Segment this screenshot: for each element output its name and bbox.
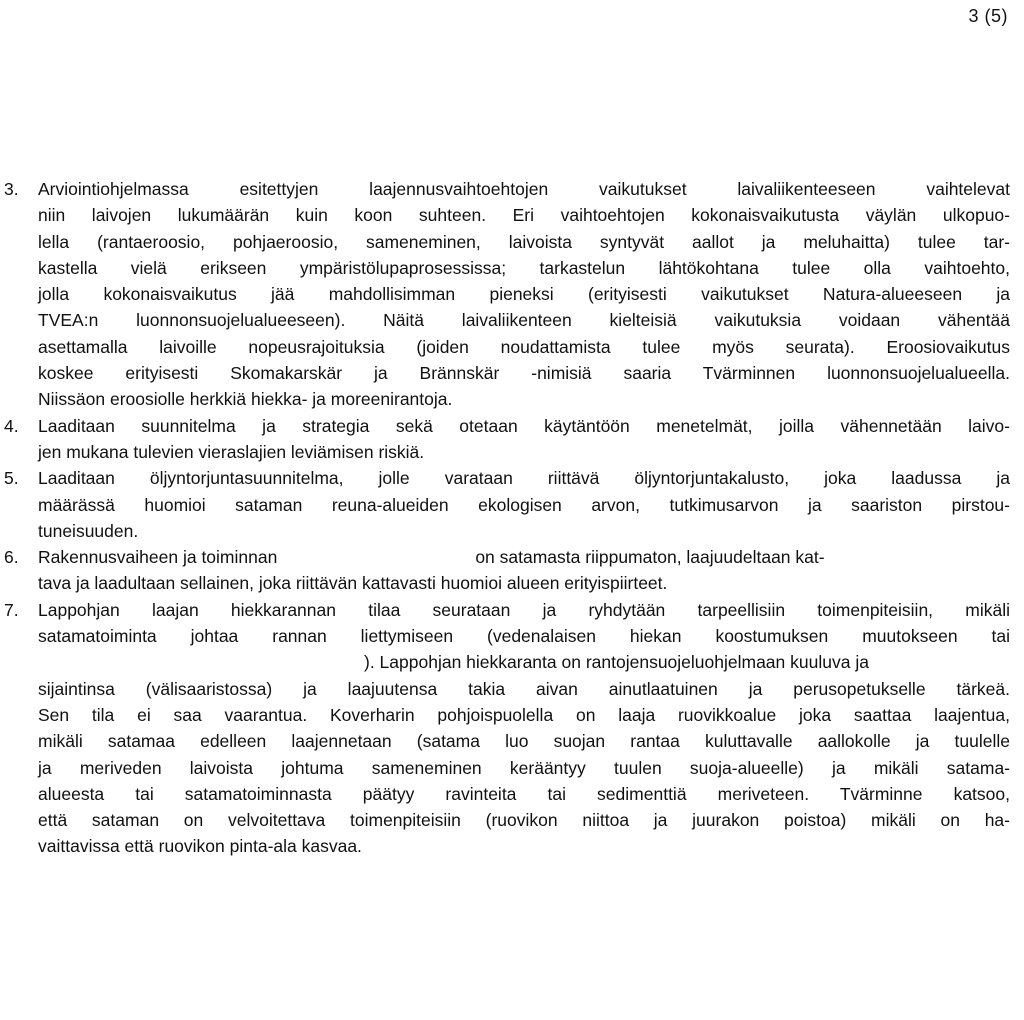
item-text [38,176,1010,413]
list-item [0,465,1024,544]
list-item [0,597,1024,860]
text-line: lella (rantaeroosio, pohjaeroosio, sameneminen, laivoista syntyvät aallot ja meluhaitta) tulee tar- [38,231,1010,252]
text-line: satamatoiminta johtaa rannan liettymiseen (vedenalaisen hiekan koostumuksen muutokseen tai [38,626,1010,647]
numbered-list [0,176,1024,860]
list-item [0,413,1024,466]
text-line: alueesta tai satamatoiminnasta päätyy ravinteita tai sedimenttiä meriveteen. Tvärminne katsoo, [38,783,1010,804]
text-line [38,544,1010,570]
text-line: asettamalla laivoille nopeusrajoituksia (joiden noudattamista tulee myös seurata). Eroosiovaikutus [38,336,1010,357]
text-line: Niissäon eroosiolle herkkiä hiekka- ja moreenirantoja. [38,389,453,410]
text-line: tuneisuuden. [38,520,139,541]
text-line: niin laivojen lukumäärän kuin koon suhteen. Eri vaihtoehtojen kokonaisvaikutusta väylän ulkopuo- [38,205,1010,226]
text-line: jen mukana tulevien vieraslajien leviämisen riskiä. [38,441,425,462]
item-number: 3. [4,179,19,199]
text-line: Laaditaan öljyntorjuntasuunnitelma, jolle varataan riittävä öljyntorjuntakalusto, joka laadussa ja [38,468,1010,489]
text-line: että sataman on velvoitettava toimenpiteisiin (ruovikon niittoa ja juurakon poistoa) mikäli on ha- [38,810,1010,831]
text-line: Sen tila ei saa vaarantua. Koverharin pohjoispuolella on laaja ruovikkoalue joka saattaa laajentua, [38,704,1010,725]
item-text [38,597,1010,860]
text-line: Laaditaan suunnitelma ja strategia sekä otetaan käytäntöön menetelmät, joilla vähennetään laivo- [38,415,1010,436]
page-number: 3 (5) [968,6,1008,26]
text-line: mikäli satamaa edelleen laajennetaan (satama luo suojan rantaa kuluttavalle aallokolle ja tuulelle [38,731,1010,752]
item-number: 7. [4,599,19,620]
text-line: koskee erityisesti Skomakarskär ja Brännskär -nimisiä saaria Tvärminnen luonnonsuojelualueella. [38,363,1010,384]
text-fragment: on satamasta riippumaton, laajuudeltaan kat- [475,547,825,568]
list-item [0,544,1024,597]
item-text [38,465,1010,544]
text-line: sijaintinsa (välisaaristossa) ja laajuutensa takia aivan ainutlaatuinen ja perusopetukselle tärkeä. [38,678,1010,699]
item-text [38,544,1010,597]
item-number: 6. [4,547,19,568]
text-line: Lappohjan laajan hiekkarannan tilaa seurataan ja ryhdytään tarpeellisiin toimenpiteisiin, mikäli [38,599,1010,620]
item-number: 5. [4,468,19,489]
text-line: vaittavissa että ruovikon pinta-ala kasvaa. [38,836,362,857]
text-line: TVEA:n luonnonsuojelualueeseen). Näitä laivaliikenteen kielteisiä vaikutuksia voidaan vähentää [38,310,1010,331]
text-line: kastella vielä erikseen ympäristölupaprosessissa; tarkastelun lähtökohtana tulee olla vaihtoehto, [38,257,1010,278]
text-fragment: ). Lappohjan hiekkaranta on rantojensuojeluohjelmaan kuuluva ja [364,652,869,673]
list-item [0,176,1024,413]
text-line: Arviointiohjelmassa esitettyjen laajennusvaihtoehtojen vaikutukset laivaliikenteeseen vaihtelevat [38,179,1010,199]
text-line: tava ja laadultaan sellainen, joka riittävän kattavasti huomioi alueen erityispiirteet. [38,573,668,594]
item-number: 4. [4,415,19,436]
text-line [38,649,1010,675]
text-line: ja meriveden laivoista johtuma sameneminen kerääntyy tuulen suoja-alueelle) ja mikäli satama- [38,757,1010,778]
text-line: määrässä huomioi sataman reuna-alueiden ekologisen arvon, tutkimusarvon ja saariston pirstou- [38,494,1010,515]
text-line: jolla kokonaisvaikutus jää mahdollisimman pieneksi (erityisesti vaikutukset Natura-alueeseen ja [38,284,1010,305]
text-fragment: Rakennusvaiheen ja toiminnan [38,547,278,568]
item-text [38,413,1010,466]
